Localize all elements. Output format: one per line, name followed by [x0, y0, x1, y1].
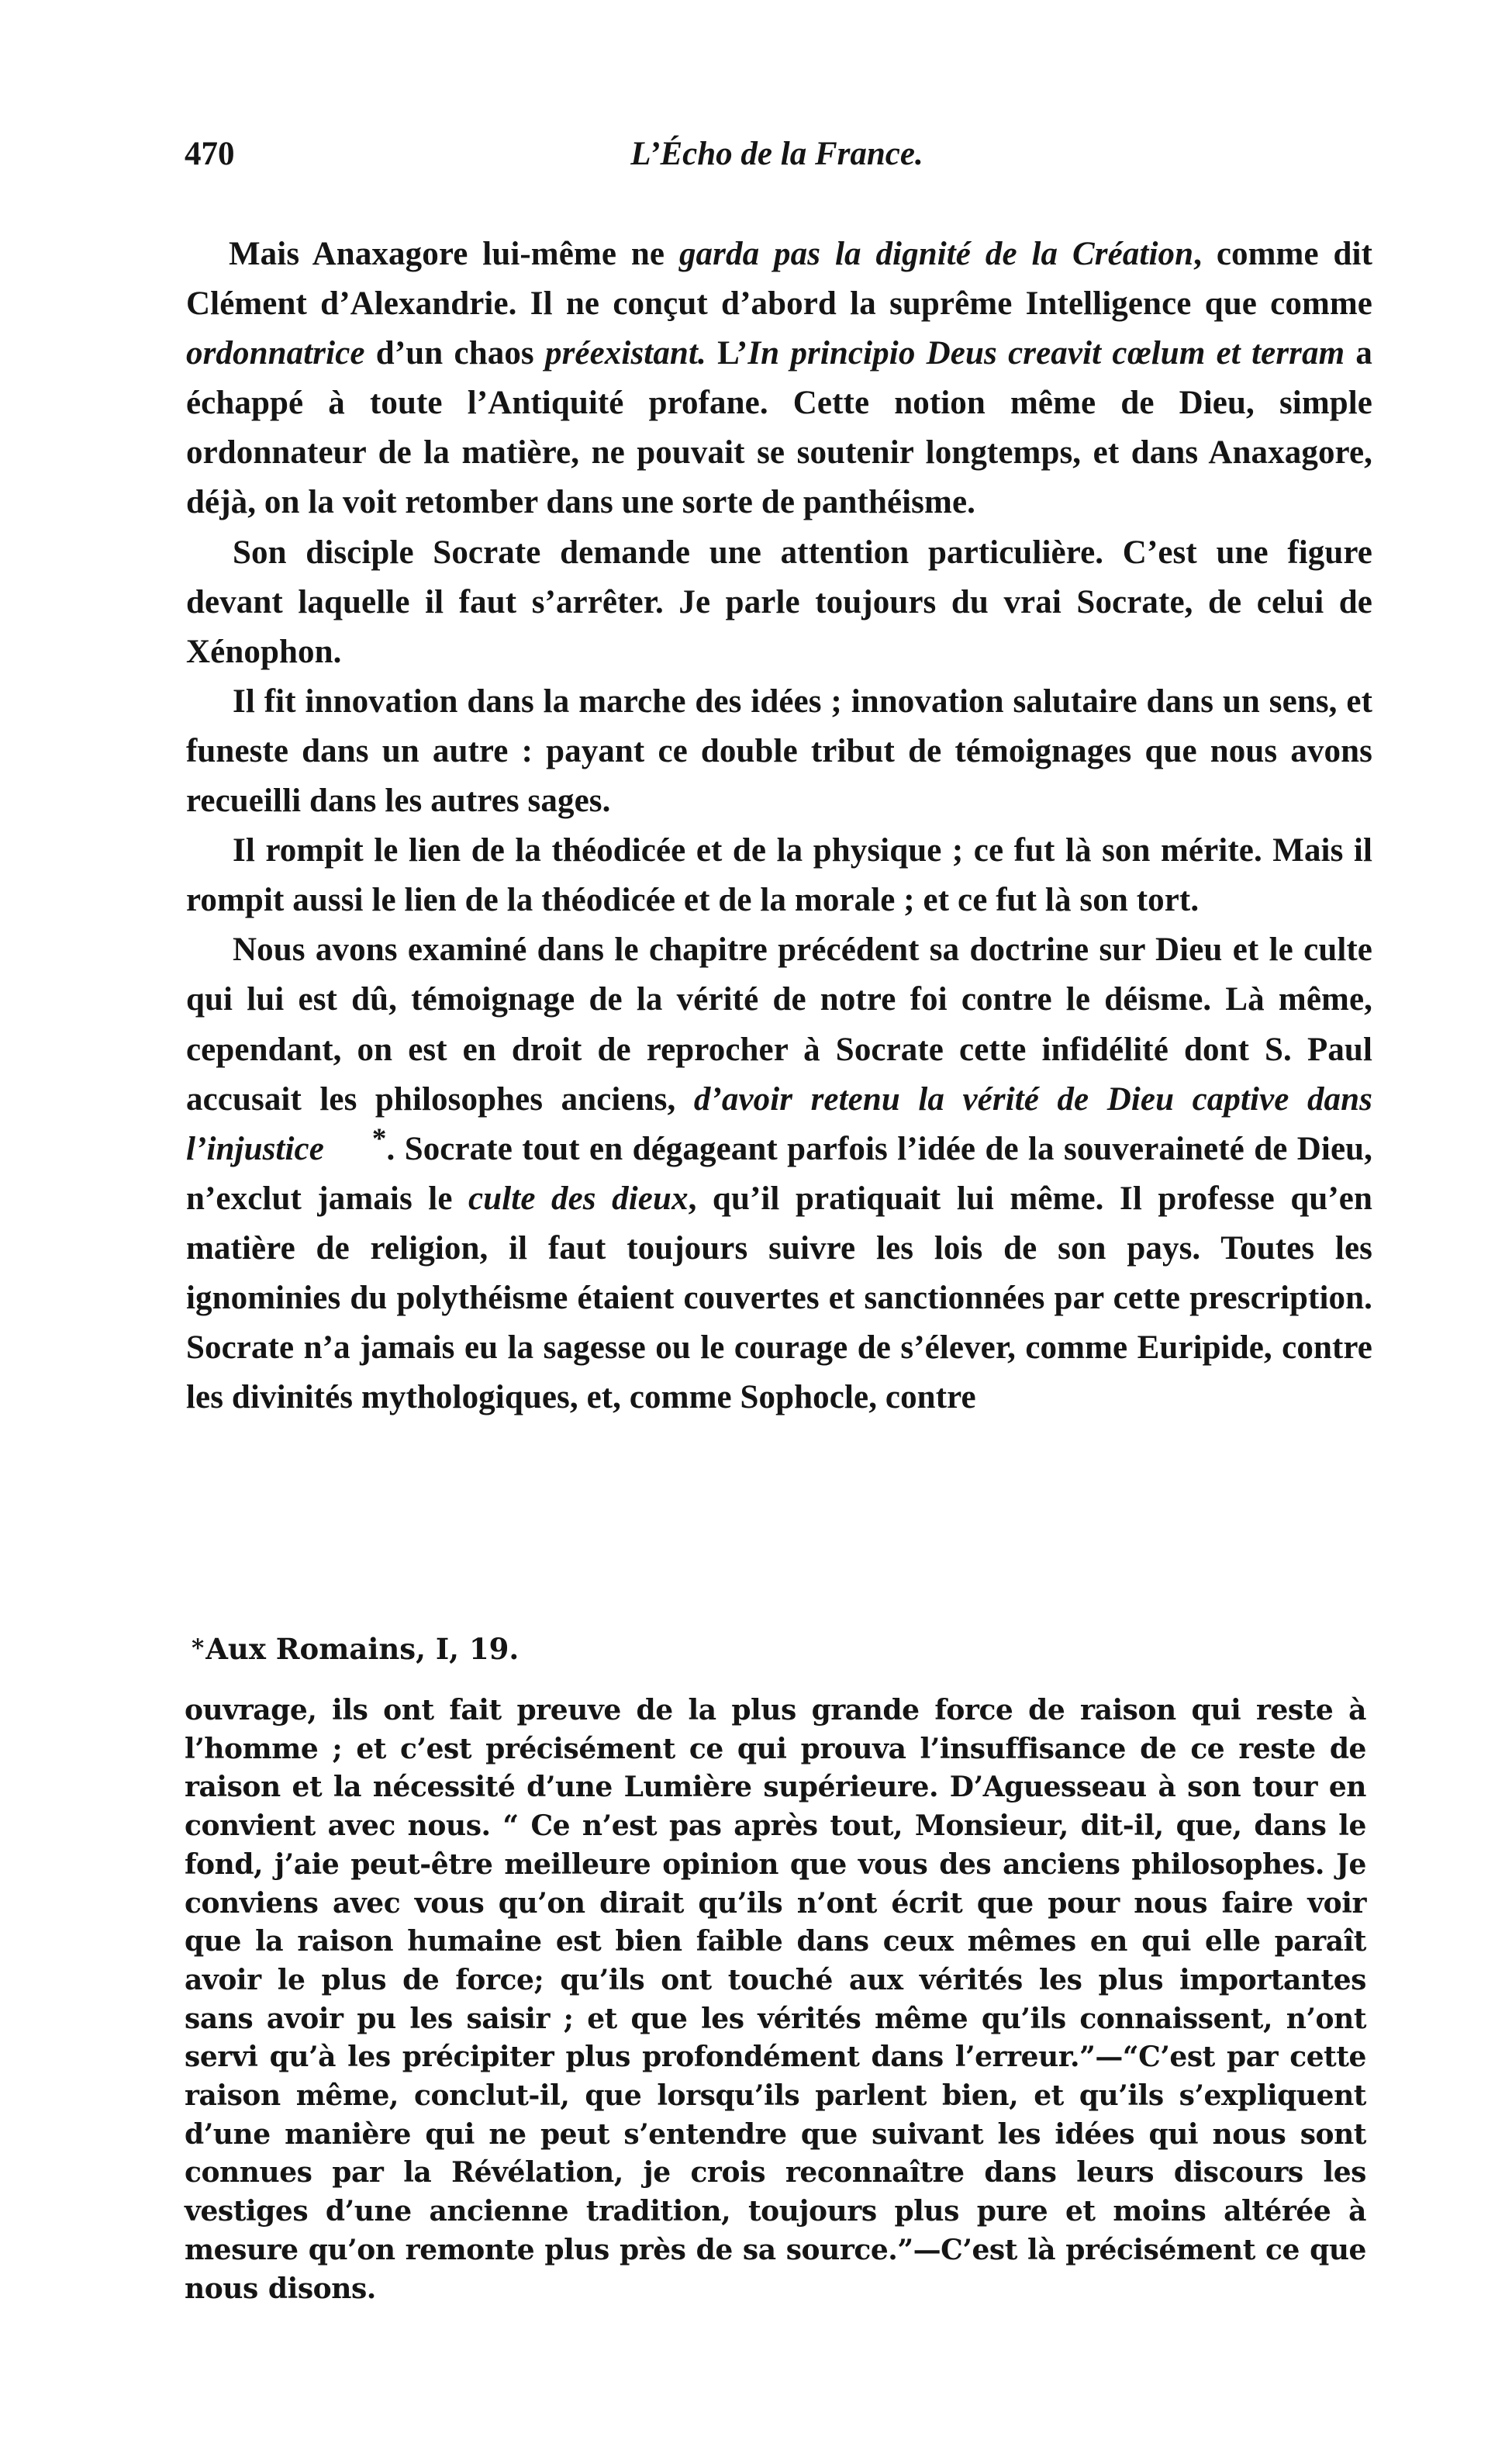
footnote: [192, 1632, 519, 1666]
paragraph-theodicee: Il rompit le lien de la théodicée et de la physique ; ce fut là son mérite. Mais il rompit aussi le lien de la théodicée et de la morale ; et ce fut là son tort.: [186, 832, 1372, 919]
running-title: L’Écho de la France.: [630, 136, 923, 172]
footnote-reference[interactable]: *: [371, 1122, 387, 1155]
page-header: [185, 135, 1369, 189]
footnote-continuation: ouvrage, ils ont fait preuve de la plus grande force de raison qui reste à l’homme ; et c’est précisément ce qui prouva l’insuffisance de ce reste de raison et la nécessité d’une Lumière supérieure. D’Aguesseau à son tour en convient avec nous. “ Ce n’est pas après tout, Monsieur, dit-il, que, dans le fond, j’aie peut-être meilleure opinion que vous des anciens philosophes. Je conviens avec vous qu’on dirait qu’ils n’ont écrit que pour nous faire voir que la raison humaine est bien faible dans ceux mêmes en qui elle paraît avoir le plus de force; qu’ils ont touché aux vérités les plus importantes sans avoir pu les saisir ; et que les vérités même qu’ils connaissent, n’ont servi qu’à les précipiter plus profondément dans l’erreur.”—“C’est par cette raison même, conclut-il, que lorsqu’ils parlent bien, et qu’ils s’expliquent d’une manière qui ne peut s’entendre que suivant les idées qui nous sont connues par la Révélation, je crois reconnaître dans leurs discours les vestiges d’une ancienne tradition, toujours plus pure et moins altérée à mesure qu’on remonte plus près de sa source.”—C’est là précisément ce que nous disons.: [185, 1694, 1366, 2305]
footnote-marker: *: [192, 1634, 205, 1662]
main-text: [186, 230, 1372, 1422]
paragraph-deisme: Nous avons examiné dans le chapitre précédent sa doctrine sur Dieu et le culte qui lui est dû, témoignage de la vérité de notre foi contre le déisme. Là même, cependant, on est en droit de reprocher à Socrate cette infidélité dont S. Paul accusait les philosophes anciens, d’avoir retenu la vérité de Dieu captive dans l’injustice *. Socrate tout en dégageant parfois l’idée de la souveraineté de Dieu, n’exclut jamais le culte des dieux, qu’il pratiquait lui même. Il professe qu’en matière de religion, il faut toujours suivre les lois de son pays. Toutes les ignominies du polythéisme étaient couvertes et sanctionnées par cette prescription. Socrate n’a jamais eu la sagesse ou le courage de s’élever, comme Euripide, contre les divinités mythologiques, et, comme Sophocle, contre: [186, 931, 1372, 1416]
page-number: 470: [185, 136, 235, 172]
paragraph-socrate: Son disciple Socrate demande une attention particulière. C’est une figure devant laquelle il faut s’arrêter. Je parle toujours du vrai Socrate, de celui de Xénophon.: [186, 534, 1372, 670]
footnote-text: Aux Romains, I, 19.: [205, 1632, 520, 1666]
paragraph-anaxagore: Mais Anaxagore lui-même ne garda pas la dignité de la Création, comme dit Clément d’Alexandrie. Il ne conçut d’abord la suprême Intelligence que comme ordonnatrice d’un chaos préexistant. L’In principio Deus creavit cœlum et terram a échappé à toute l’Antiquité profane. Cette notion même de Dieu, simple ordonnateur de la matière, ne pouvait se soutenir longtemps, et dans Anaxagore, déjà, on la voit retomber dans une sorte de panthéisme.: [186, 236, 1372, 521]
paragraph-innovation: Il fit innovation dans la marche des idées ; innovation salutaire dans un sens, et funeste dans un autre : payant ce double tribut de témoignages que nous avons recueilli dans les autres sages.: [186, 683, 1372, 820]
